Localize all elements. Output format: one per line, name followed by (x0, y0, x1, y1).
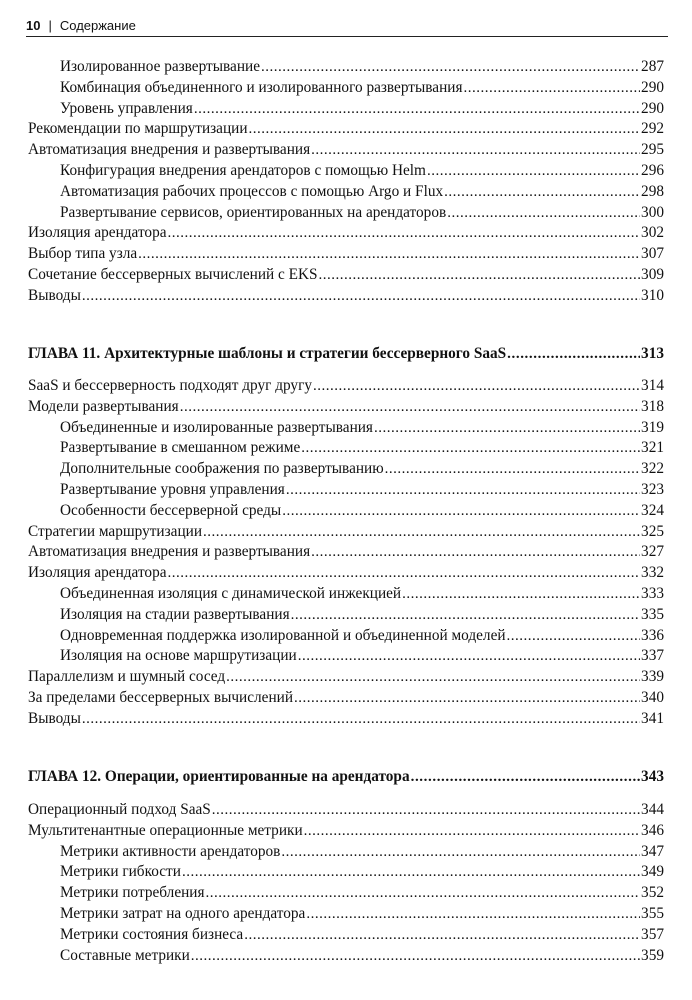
toc-entry-page: 295 (641, 141, 664, 159)
toc-entry-page: 309 (641, 265, 664, 283)
dot-leader (282, 501, 640, 522)
toc-entry-title: Стратегии маршрутизации (28, 522, 203, 540)
toc-entry-page: 307 (641, 245, 664, 263)
toc-entry-title: Изолированное развертывание (60, 58, 260, 75)
toc-entry-title: Изоляция на основе маршрутизации (60, 647, 297, 665)
toc-entry-page: 355 (641, 904, 664, 922)
toc-entry[interactable] (28, 376, 664, 397)
toc-entry[interactable] (28, 223, 664, 244)
toc-entry-title: Метрики активности арендаторов (60, 842, 281, 860)
toc-entry[interactable] (28, 119, 664, 140)
toc-entry-title: Развертывание в смешанном режиме (60, 439, 301, 457)
toc-entry-title: Рекомендации по маршрутизации (28, 120, 248, 138)
chapter-heading[interactable] (28, 767, 664, 788)
dot-leader (306, 904, 640, 925)
dot-leader (244, 925, 640, 946)
toc-entry[interactable] (28, 563, 664, 584)
toc-entry[interactable] (28, 501, 664, 522)
chapter-page: 343 (641, 768, 664, 785)
toc-entry-page: 314 (641, 377, 664, 394)
toc-entry-page: 341 (641, 709, 664, 727)
dot-leader (294, 688, 640, 709)
dot-leader (168, 563, 641, 584)
toc-entry-page: 337 (641, 647, 664, 665)
dot-leader (304, 821, 640, 842)
dot-leader (411, 767, 640, 788)
toc-entry-title: Особенности бессерверной среды (60, 501, 282, 519)
page-number: 10 (26, 17, 41, 33)
toc-entry-title: Метрики потребления (60, 884, 205, 902)
toc-entry-page: 290 (641, 78, 664, 96)
chapter-title: ГЛАВА 12. Операции, ориентированные на арендатора (28, 768, 410, 785)
toc-entry[interactable] (28, 626, 664, 647)
dot-leader (180, 397, 640, 418)
toc-entry-title: Метрики затрат на одного арендатора (60, 904, 306, 922)
dot-leader (191, 946, 640, 967)
toc-entry[interactable] (28, 182, 664, 203)
toc-entry-page: 335 (641, 605, 664, 623)
toc-entry-title: SaaS и бессерверность подходят друг другу (28, 377, 313, 394)
toc-entry[interactable] (28, 946, 664, 967)
dot-leader (374, 418, 640, 439)
toc-entry-page: 298 (641, 182, 664, 200)
dot-leader (212, 800, 640, 821)
toc-entry-title: Автоматизация внедрения и развертывания (28, 543, 311, 561)
toc-entry-page: 336 (641, 626, 664, 644)
toc-chapter-11 (28, 344, 664, 365)
toc-entry-page: 346 (641, 821, 664, 839)
toc-entry-page: 325 (641, 522, 664, 540)
toc-entry[interactable] (28, 265, 664, 286)
chapter-title: ГЛАВА 11. Архитектурные шаблоны и стратегии бессерверного SaaS (28, 345, 507, 362)
dot-leader (427, 161, 640, 182)
toc-entry-page: 319 (641, 418, 664, 436)
toc-entry-title: Выводы (28, 709, 81, 727)
toc-entry-title: Составные метрики (60, 946, 190, 964)
toc-entry-title: Автоматизация внедрения и развертывания (28, 141, 311, 159)
toc-entry-title: Изоляция арендатора (28, 224, 167, 242)
dot-leader (298, 646, 640, 667)
dot-leader (402, 584, 640, 605)
toc-entry[interactable] (28, 646, 664, 667)
toc-entry-page: 340 (641, 688, 664, 706)
toc-entry-page: 292 (641, 120, 664, 138)
dot-leader (385, 459, 640, 480)
dot-leader (507, 626, 641, 647)
toc-entry[interactable] (28, 542, 664, 563)
toc-entry[interactable] (28, 862, 664, 883)
dot-leader (226, 667, 640, 688)
toc-entry[interactable] (28, 605, 664, 626)
toc-entry-page: 344 (641, 801, 664, 818)
dot-leader (206, 883, 641, 904)
toc-entry[interactable] (28, 522, 664, 543)
toc-entry[interactable] (28, 584, 664, 605)
toc-entry[interactable] (28, 397, 664, 418)
toc-entry-page: 349 (641, 863, 664, 881)
toc-entry-page: 318 (641, 397, 664, 415)
dot-leader (82, 286, 640, 307)
dot-leader (203, 522, 640, 543)
toc-entry[interactable] (28, 78, 664, 99)
toc-entry-title: Комбинация объединенного и изолированного развертывания (60, 78, 463, 96)
toc-chapter-12 (28, 767, 664, 788)
dot-leader (249, 119, 641, 140)
dot-leader (182, 862, 640, 883)
dot-leader (319, 265, 641, 286)
toc-entry-title: Объединенная изоляция с динамической инжекцией (60, 584, 402, 602)
toc-entry-page: 332 (641, 564, 664, 582)
toc-entry[interactable] (28, 286, 664, 307)
toc-entry[interactable] (28, 904, 664, 925)
toc-entry[interactable] (28, 709, 664, 730)
dot-leader (313, 376, 640, 397)
toc-entry[interactable] (28, 459, 664, 480)
toc-entry[interactable] (28, 99, 664, 120)
toc-entry[interactable] (28, 203, 664, 224)
toc-entry-page: 357 (641, 925, 664, 943)
toc-section-continued (28, 57, 664, 307)
toc-entry-page: 347 (641, 842, 664, 860)
toc-entry-page: 339 (641, 668, 664, 686)
toc-entry-title: Развертывание сервисов, ориентированных на арендаторов (60, 203, 447, 221)
header-title: Содержание (59, 17, 136, 33)
toc-entry-page: 302 (641, 224, 664, 242)
toc-entry[interactable] (28, 438, 664, 459)
dot-leader (301, 438, 640, 459)
toc-chapter-12-entries (28, 800, 664, 966)
toc-entry[interactable] (28, 480, 664, 501)
toc-entry-page: 310 (641, 286, 664, 304)
toc-entry-title: Выбор типа узла (28, 245, 138, 263)
toc-entry-title: Одновременная поддержка изолированной и объединенной моделей (60, 626, 506, 644)
toc-entry-title: Модели развертывания (28, 397, 179, 415)
toc-entry-title: Параллелизм и шумный сосед (28, 668, 226, 686)
toc-entry-title: Изоляция арендатора (28, 564, 167, 582)
toc-entry[interactable] (28, 57, 664, 78)
chapter-heading[interactable] (28, 344, 664, 365)
dot-leader (447, 203, 640, 224)
toc-entry-page: 322 (641, 460, 664, 478)
toc-entry[interactable] (28, 140, 664, 161)
toc-entry[interactable] (28, 925, 664, 946)
dot-leader (194, 99, 640, 120)
toc-entry-page: 323 (641, 480, 664, 498)
toc-entry-page: 296 (641, 161, 664, 179)
dot-leader (444, 182, 640, 203)
chapter-page: 313 (641, 345, 664, 362)
toc-entry-page: 321 (641, 439, 664, 457)
toc-entry-title: Уровень управления (60, 99, 193, 117)
toc-entry-title: Изоляция на стадии развертывания (60, 605, 290, 623)
dot-leader (82, 709, 640, 730)
toc-entry-page: 333 (641, 584, 664, 602)
toc-entry[interactable] (28, 418, 664, 439)
toc-entry-title: Выводы (28, 286, 81, 304)
toc-entry-title: Сочетание бессерверных вычислений с EKS (28, 265, 318, 283)
toc-entry[interactable] (28, 800, 664, 821)
dot-leader (463, 78, 640, 99)
dot-leader (291, 605, 640, 626)
toc-entry-title: Операционный подход SaaS (28, 801, 211, 818)
toc-chapter-11-entries (28, 376, 664, 730)
dot-leader (311, 140, 640, 161)
toc-entry-title: Автоматизация рабочих процессов с помощью Argo и Flux (60, 182, 444, 200)
dot-leader (286, 480, 640, 501)
toc-entry-title: Мультитенантные операционные метрики (28, 821, 303, 839)
toc-entry-page: 324 (641, 501, 664, 519)
toc-entry-title: Объединенные и изолированные развертывания (60, 418, 373, 436)
toc-entry-page: 359 (641, 946, 664, 964)
dot-leader (281, 842, 640, 863)
toc-entry[interactable] (28, 821, 664, 842)
toc-entry[interactable] (28, 883, 664, 904)
toc-entry-page: 352 (641, 884, 664, 902)
toc-entry[interactable] (28, 688, 664, 709)
toc-entry[interactable] (28, 842, 664, 863)
toc-entry-page: 290 (641, 99, 664, 117)
toc-entry-page: 327 (641, 543, 664, 561)
running-header (26, 14, 668, 37)
toc-entry[interactable] (28, 667, 664, 688)
toc-entry-title: Конфигурация внедрения арендаторов с помощью Helm (60, 161, 426, 179)
header-separator: | (48, 17, 52, 33)
dot-leader (507, 344, 640, 365)
toc-entry[interactable] (28, 244, 664, 265)
toc-entry-title: Дополнительные соображения по развертыванию (60, 460, 384, 478)
toc-entry-title: Метрики гибкости (60, 863, 181, 881)
dot-leader (311, 542, 640, 563)
toc-entry[interactable] (28, 161, 664, 182)
dot-leader (138, 244, 640, 265)
toc-entry-page: 287 (641, 58, 664, 75)
toc-entry-title: За пределами бессерверных вычислений (28, 688, 293, 706)
dot-leader (261, 57, 640, 78)
toc-entry-title: Метрики состояния бизнеса (60, 925, 244, 943)
toc-entry-page: 300 (641, 203, 664, 221)
toc-entry-title: Развертывание уровня управления (60, 480, 285, 498)
dot-leader (168, 223, 641, 244)
